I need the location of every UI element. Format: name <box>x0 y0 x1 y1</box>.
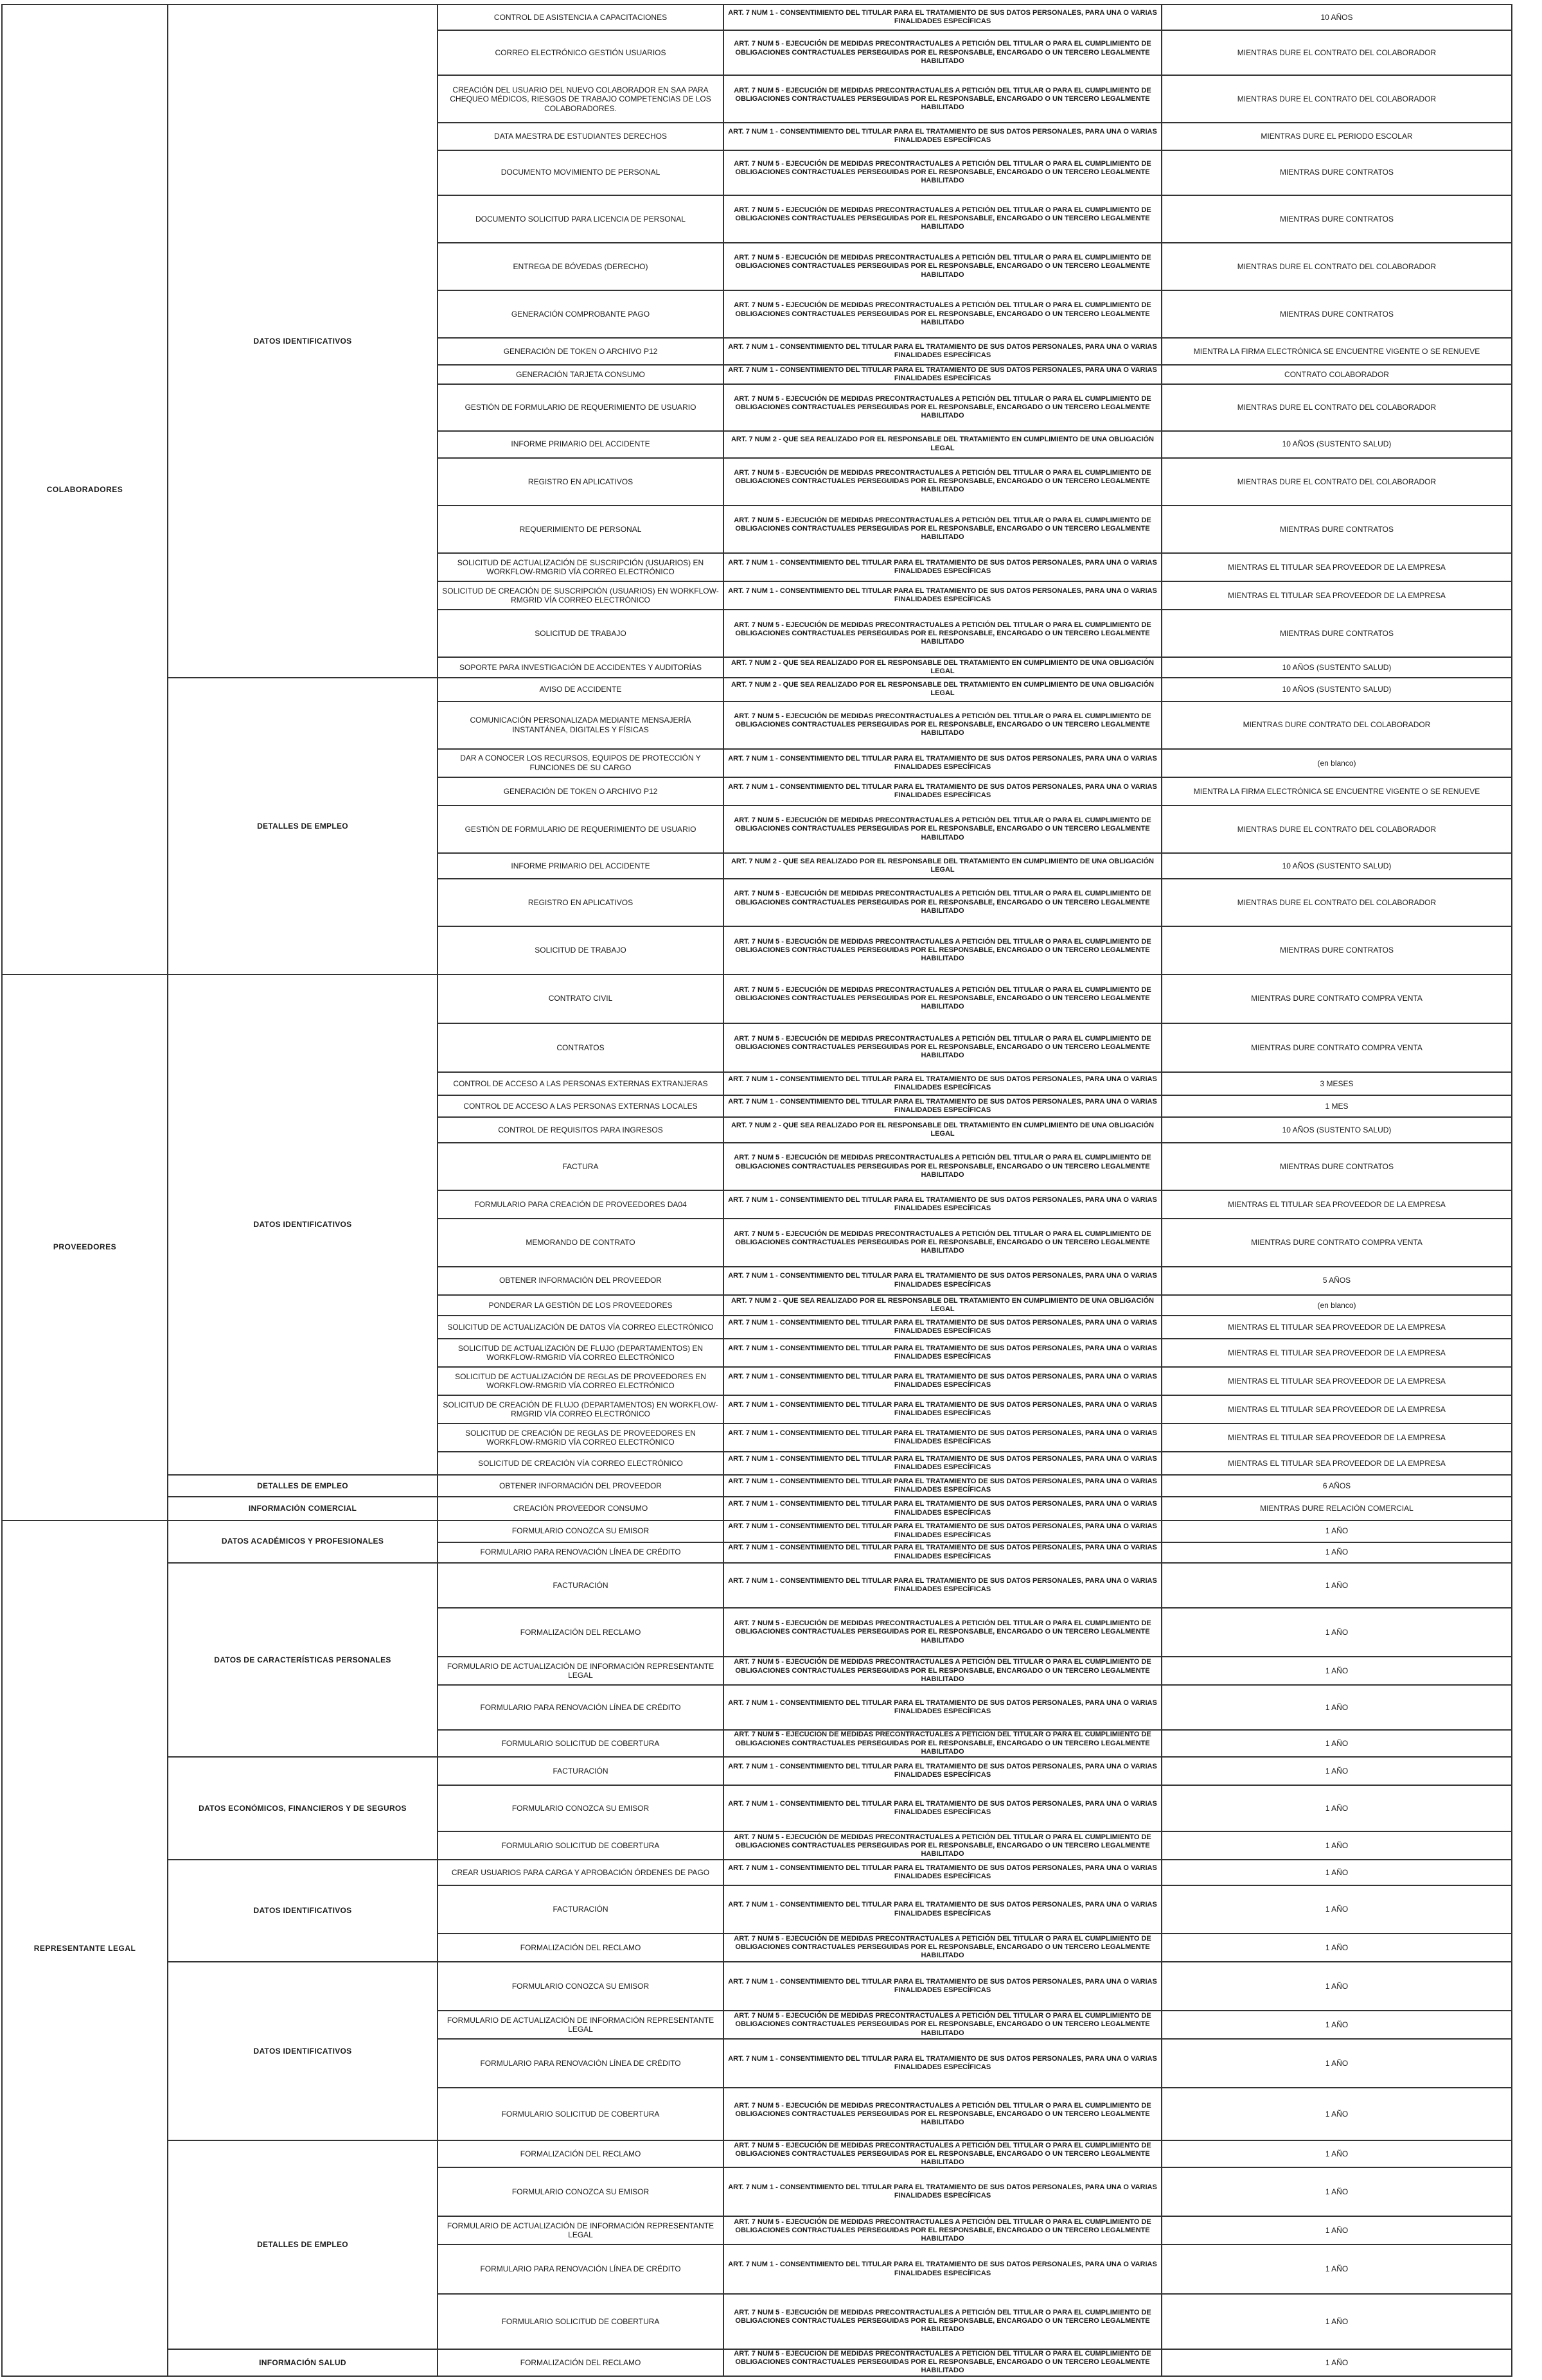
data-group-cell: DATOS IDENTIFICATIVOS <box>168 1860 438 1961</box>
table-row <box>2 678 1512 701</box>
legal-basis-cell: ART. 7 NUM 1 - CONSENTIMIENTO DEL TITULAR PARA EL TRATAMIENTO DE SUS DATOS PERSONALES, PARA UNA O VARIAS FINALIDADES ESPECÍFICAS <box>723 1757 1162 1785</box>
legal-basis-cell: ART. 7 NUM 1 - CONSENTIMIENTO DEL TITULAR PARA EL TRATAMIENTO DE SUS DATOS PERSONALES, PARA UNA O VARIAS FINALIDADES ESPECÍFICAS <box>723 1190 1162 1219</box>
retention-cell: MIENTRAS DURE EL CONTRATO DEL COLABORADOR <box>1162 75 1512 123</box>
document-cell: FORMULARIO DE ACTUALIZACIÓN DE INFORMACIÓN REPRESENTANTE LEGAL <box>438 2011 723 2039</box>
retention-cell: 10 AÑOS (SUSTENTO SALUD) <box>1162 657 1512 678</box>
document-cell: FORMULARIO SOLICITUD DE COBERTURA <box>438 1831 723 1860</box>
retention-cell: 1 AÑO <box>1162 2011 1512 2039</box>
retention-cell: CONTRATO COLABORADOR <box>1162 365 1512 384</box>
retention-cell: 10 AÑOS (SUSTENTO SALUD) <box>1162 1117 1512 1143</box>
document-cell: FORMULARIO PARA RENOVACIÓN LÍNEA DE CRÉDITO <box>438 1685 723 1730</box>
retention-cell: MIENTRAS DURE CONTRATOS <box>1162 290 1512 338</box>
legal-basis-cell: ART. 7 NUM 1 - CONSENTIMIENTO DEL TITULAR PARA EL TRATAMIENTO DE SUS DATOS PERSONALES, PARA UNA O VARIAS FINALIDADES ESPECÍFICAS <box>723 4 1162 30</box>
data-group-cell: DATOS IDENTIFICATIVOS <box>168 1962 438 2141</box>
retention-cell: 1 AÑO <box>1162 1757 1512 1785</box>
document-cell: INFORME PRIMARIO DEL ACCIDENTE <box>438 431 723 458</box>
document-cell: FORMULARIO CONOZCA SU EMISOR <box>438 1521 723 1542</box>
retention-cell: MIENTRAS EL TITULAR SEA PROVEEDOR DE LA EMPRESA <box>1162 1452 1512 1475</box>
document-cell: CREAR USUARIOS PARA CARGA Y APROBACIÓN ÓRDENES DE PAGO <box>438 1860 723 1885</box>
document-cell: FORMALIZACIÓN DEL RECLAMO <box>438 2349 723 2376</box>
legal-basis-cell: ART. 7 NUM 1 - CONSENTIMIENTO DEL TITULAR PARA EL TRATAMIENTO DE SUS DATOS PERSONALES, PARA UNA O VARIAS FINALIDADES ESPECÍFICAS <box>723 1267 1162 1295</box>
document-cell: SOLICITUD DE CREACIÓN DE REGLAS DE PROVEEDORES EN WORKFLOW-RMGRID VÍA CORREO ELECTRÓNICO <box>438 1424 723 1452</box>
data-group-cell: DATOS ACADÉMICOS Y PROFESIONALES <box>168 1521 438 1563</box>
retention-cell: 1 AÑO <box>1162 1785 1512 1831</box>
document-cell: FORMALIZACIÓN DEL RECLAMO <box>438 1608 723 1657</box>
legal-basis-cell: ART. 7 NUM 5 - EJECUCIÓN DE MEDIDAS PRECONTRACTUALES A PETICIÓN DEL TITULAR O PARA EL CUMPLIMIENTO DE OBLIGACIONES CONTRACTUALES PERSEGUIDAS POR EL RESPONSABLE, ENCARGADO O UN TERCERO LEGALMENTE HABILITADO <box>723 384 1162 430</box>
retention-cell: MIENTRAS DURE CONTRATOS <box>1162 195 1512 243</box>
document-cell: SOLICITUD DE ACTUALIZACIÓN DE REGLAS DE PROVEEDORES EN WORKFLOW-RMGRID VÍA CORREO ELECTRÓNICO <box>438 1367 723 1395</box>
document-cell: FORMULARIO CONOZCA SU EMISOR <box>438 2167 723 2216</box>
legal-basis-cell: ART. 7 NUM 1 - CONSENTIMIENTO DEL TITULAR PARA EL TRATAMIENTO DE SUS DATOS PERSONALES, PARA UNA O VARIAS FINALIDADES ESPECÍFICAS <box>723 1395 1162 1424</box>
legal-basis-cell: ART. 7 NUM 1 - CONSENTIMIENTO DEL TITULAR PARA EL TRATAMIENTO DE SUS DATOS PERSONALES, PARA UNA O VARIAS FINALIDADES ESPECÍFICAS <box>723 777 1162 806</box>
document-cell: FORMALIZACIÓN DEL RECLAMO <box>438 2140 723 2167</box>
table-row <box>2 1860 1512 1885</box>
table-body <box>2 4 1512 2376</box>
legal-basis-cell: ART. 7 NUM 5 - EJECUCIÓN DE MEDIDAS PRECONTRACTUALES A PETICIÓN DEL TITULAR O PARA EL CUMPLIMIENTO DE OBLIGACIONES CONTRACTUALES PERSEGUIDAS POR EL RESPONSABLE, ENCARGADO O UN TERCERO LEGALMENTE HABILITADO <box>723 1831 1162 1860</box>
retention-cell: 3 MESES <box>1162 1072 1512 1095</box>
legal-basis-cell: ART. 7 NUM 5 - EJECUCIÓN DE MEDIDAS PRECONTRACTUALES A PETICIÓN DEL TITULAR O PARA EL CUMPLIMIENTO DE OBLIGACIONES CONTRACTUALES PERSEGUIDAS POR EL RESPONSABLE, ENCARGADO O UN TERCERO LEGALMENTE HABILITADO <box>723 506 1162 553</box>
document-cell: FORMULARIO PARA RENOVACIÓN LÍNEA DE CRÉDITO <box>438 1542 723 1563</box>
retention-cell: MIENTRAS DURE CONTRATOS <box>1162 610 1512 657</box>
legal-basis-cell: ART. 7 NUM 5 - EJECUCIÓN DE MEDIDAS PRECONTRACTUALES A PETICIÓN DEL TITULAR O PARA EL CUMPLIMIENTO DE OBLIGACIONES CONTRACTUALES PERSEGUIDAS POR EL RESPONSABLE, ENCARGADO O UN TERCERO LEGALMENTE HABILITADO <box>723 2349 1162 2376</box>
document-cell: CONTRATOS <box>438 1023 723 1072</box>
table-row <box>2 1757 1512 1785</box>
retention-cell: 1 AÑO <box>1162 1860 1512 1885</box>
retention-cell: 1 AÑO <box>1162 2088 1512 2140</box>
table-row <box>2 1475 1512 1497</box>
document-cell: SOLICITUD DE CREACIÓN DE FLUJO (DEPARTAMENTOS) EN WORKFLOW-RMGRID VÍA CORREO ELECTRÓNICO <box>438 1395 723 1424</box>
table-row <box>2 1962 1512 2011</box>
legal-basis-cell: ART. 7 NUM 5 - EJECUCIÓN DE MEDIDAS PRECONTRACTUALES A PETICIÓN DEL TITULAR O PARA EL CUMPLIMIENTO DE OBLIGACIONES CONTRACTUALES PERSEGUIDAS POR EL RESPONSABLE, ENCARGADO O UN TERCERO LEGALMENTE HABILITADO <box>723 75 1162 123</box>
retention-cell: 1 AÑO <box>1162 1885 1512 1933</box>
document-cell: GENERACIÓN DE TOKEN O ARCHIVO P12 <box>438 777 723 806</box>
retention-cell: MIENTRAS DURE EL PERIODO ESCOLAR <box>1162 123 1512 150</box>
retention-cell: MIENTRAS EL TITULAR SEA PROVEEDOR DE LA EMPRESA <box>1162 1367 1512 1395</box>
legal-basis-cell: ART. 7 NUM 5 - EJECUCIÓN DE MEDIDAS PRECONTRACTUALES A PETICIÓN DEL TITULAR O PARA EL CUMPLIMIENTO DE OBLIGACIONES CONTRACTUALES PERSEGUIDAS POR EL RESPONSABLE, ENCARGADO O UN TERCERO LEGALMENTE HABILITADO <box>723 243 1162 290</box>
legal-basis-cell: ART. 7 NUM 1 - CONSENTIMIENTO DEL TITULAR PARA EL TRATAMIENTO DE SUS DATOS PERSONALES, PARA UNA O VARIAS FINALIDADES ESPECÍFICAS <box>723 1367 1162 1395</box>
document-cell: CORREO ELECTRÓNICO GESTIÓN USUARIOS <box>438 30 723 75</box>
document-cell: CONTROL DE ACCESO A LAS PERSONAS EXTERNAS EXTRANJERAS <box>438 1072 723 1095</box>
legal-basis-cell: ART. 7 NUM 1 - CONSENTIMIENTO DEL TITULAR PARA EL TRATAMIENTO DE SUS DATOS PERSONALES, PARA UNA O VARIAS FINALIDADES ESPECÍFICAS <box>723 1095 1162 1117</box>
category-representante-legal: REPRESENTANTE LEGAL <box>2 1521 168 2376</box>
document-cell: REQUERIMIENTO DE PERSONAL <box>438 506 723 553</box>
retention-cell: 1 AÑO <box>1162 2216 1512 2244</box>
legal-basis-cell: ART. 7 NUM 5 - EJECUCIÓN DE MEDIDAS PRECONTRACTUALES A PETICIÓN DEL TITULAR O PARA EL CUMPLIMIENTO DE OBLIGACIONES CONTRACTUALES PERSEGUIDAS POR EL RESPONSABLE, ENCARGADO O UN TERCERO LEGALMENTE HABILITADO <box>723 2216 1162 2244</box>
document-cell: FORMULARIO SOLICITUD DE COBERTURA <box>438 2294 723 2349</box>
data-group-cell: DETALLES DE EMPLEO <box>168 1475 438 1497</box>
document-cell: DOCUMENTO SOLICITUD PARA LICENCIA DE PERSONAL <box>438 195 723 243</box>
legal-basis-cell: ART. 7 NUM 5 - EJECUCIÓN DE MEDIDAS PRECONTRACTUALES A PETICIÓN DEL TITULAR O PARA EL CUMPLIMIENTO DE OBLIGACIONES CONTRACTUALES PERSEGUIDAS POR EL RESPONSABLE, ENCARGADO O UN TERCERO LEGALMENTE HABILITADO <box>723 806 1162 853</box>
document-cell: GESTIÓN DE FORMULARIO DE REQUERIMIENTO DE USUARIO <box>438 806 723 853</box>
retention-cell: 1 AÑO <box>1162 1730 1512 1757</box>
data-group-cell: DETALLES DE EMPLEO <box>168 2140 438 2349</box>
legal-basis-cell: ART. 7 NUM 5 - EJECUCIÓN DE MEDIDAS PRECONTRACTUALES A PETICIÓN DEL TITULAR O PARA EL CUMPLIMIENTO DE OBLIGACIONES CONTRACTUALES PERSEGUIDAS POR EL RESPONSABLE, ENCARGADO O UN TERCERO LEGALMENTE HABILITADO <box>723 30 1162 75</box>
table-row <box>2 1497 1512 1520</box>
legal-basis-cell: ART. 7 NUM 5 - EJECUCIÓN DE MEDIDAS PRECONTRACTUALES A PETICIÓN DEL TITULAR O PARA EL CUMPLIMIENTO DE OBLIGACIONES CONTRACTUALES PERSEGUIDAS POR EL RESPONSABLE, ENCARGADO O UN TERCERO LEGALMENTE HABILITADO <box>723 701 1162 749</box>
document-cell: REGISTRO EN APLICATIVOS <box>438 879 723 926</box>
legal-basis-cell: ART. 7 NUM 5 - EJECUCIÓN DE MEDIDAS PRECONTRACTUALES A PETICIÓN DEL TITULAR O PARA EL CUMPLIMIENTO DE OBLIGACIONES CONTRACTUALES PERSEGUIDAS POR EL RESPONSABLE, ENCARGADO O UN TERCERO LEGALMENTE HABILITADO <box>723 1143 1162 1190</box>
retention-cell: MIENTRAS DURE EL CONTRATO DEL COLABORADOR <box>1162 458 1512 506</box>
retention-cell: MIENTRAS EL TITULAR SEA PROVEEDOR DE LA EMPRESA <box>1162 1316 1512 1339</box>
legal-basis-cell: ART. 7 NUM 1 - CONSENTIMIENTO DEL TITULAR PARA EL TRATAMIENTO DE SUS DATOS PERSONALES, PARA UNA O VARIAS FINALIDADES ESPECÍFICAS <box>723 749 1162 777</box>
retention-cell: MIENTRAS DURE CONTRATO COMPRA VENTA <box>1162 974 1512 1023</box>
retention-cell: MIENTRA LA FIRMA ELECTRÓNICA SE ENCUENTRE VIGENTE O SE RENUEVE <box>1162 777 1512 806</box>
category-proveedores: PROVEEDORES <box>2 974 168 1521</box>
document-cell: GENERACIÓN DE TOKEN O ARCHIVO P12 <box>438 338 723 365</box>
legal-basis-cell: ART. 7 NUM 5 - EJECUCIÓN DE MEDIDAS PRECONTRACTUALES A PETICIÓN DEL TITULAR O PARA EL CUMPLIMIENTO DE OBLIGACIONES CONTRACTUALES PERSEGUIDAS POR EL RESPONSABLE, ENCARGADO O UN TERCERO LEGALMENTE HABILITADO <box>723 1608 1162 1657</box>
data-group-cell: DETALLES DE EMPLEO <box>168 678 438 974</box>
document-cell: CONTROL DE REQUISITOS PARA INGRESOS <box>438 1117 723 1143</box>
retention-cell: (en blanco) <box>1162 749 1512 777</box>
document-cell: FORMULARIO SOLICITUD DE COBERTURA <box>438 2088 723 2140</box>
legal-basis-cell: ART. 7 NUM 1 - CONSENTIMIENTO DEL TITULAR PARA EL TRATAMIENTO DE SUS DATOS PERSONALES, PARA UNA O VARIAS FINALIDADES ESPECÍFICAS <box>723 2039 1162 2088</box>
table-row <box>2 1563 1512 1608</box>
retention-cell: MIENTRAS DURE CONTRATO COMPRA VENTA <box>1162 1023 1512 1072</box>
retention-cell: 1 AÑO <box>1162 1608 1512 1657</box>
retention-cell: MIENTRAS DURE EL CONTRATO DEL COLABORADOR <box>1162 30 1512 75</box>
legal-basis-cell: ART. 7 NUM 1 - CONSENTIMIENTO DEL TITULAR PARA EL TRATAMIENTO DE SUS DATOS PERSONALES, PARA UNA O VARIAS FINALIDADES ESPECÍFICAS <box>723 365 1162 384</box>
document-cell: GENERACIÓN TARJETA CONSUMO <box>438 365 723 384</box>
retention-cell: 5 AÑOS <box>1162 1267 1512 1295</box>
legal-basis-cell: ART. 7 NUM 5 - EJECUCIÓN DE MEDIDAS PRECONTRACTUALES A PETICIÓN DEL TITULAR O PARA EL CUMPLIMIENTO DE OBLIGACIONES CONTRACTUALES PERSEGUIDAS POR EL RESPONSABLE, ENCARGADO O UN TERCERO LEGALMENTE HABILITADO <box>723 2140 1162 2167</box>
document-cell: SOLICITUD DE ACTUALIZACIÓN DE SUSCRIPCIÓN (USUARIOS) EN WORKFLOW-RMGRID VÍA CORREO ELECTRÓNICO <box>438 553 723 581</box>
data-group-cell: INFORMACIÓN SALUD <box>168 2349 438 2376</box>
document-cell: OBTENER INFORMACIÓN DEL PROVEEDOR <box>438 1267 723 1295</box>
legal-basis-cell: ART. 7 NUM 1 - CONSENTIMIENTO DEL TITULAR PARA EL TRATAMIENTO DE SUS DATOS PERSONALES, PARA UNA O VARIAS FINALIDADES ESPECÍFICAS <box>723 1563 1162 1608</box>
legal-basis-cell: ART. 7 NUM 5 - EJECUCIÓN DE MEDIDAS PRECONTRACTUALES A PETICIÓN DEL TITULAR O PARA EL CUMPLIMIENTO DE OBLIGACIONES CONTRACTUALES PERSEGUIDAS POR EL RESPONSABLE, ENCARGADO O UN TERCERO LEGALMENTE HABILITADO <box>723 926 1162 974</box>
retention-cell: 1 AÑO <box>1162 2140 1512 2167</box>
legal-basis-cell: ART. 7 NUM 5 - EJECUCIÓN DE MEDIDAS PRECONTRACTUALES A PETICIÓN DEL TITULAR O PARA EL CUMPLIMIENTO DE OBLIGACIONES CONTRACTUALES PERSEGUIDAS POR EL RESPONSABLE, ENCARGADO O UN TERCERO LEGALMENTE HABILITADO <box>723 1934 1162 1962</box>
legal-basis-cell: ART. 7 NUM 1 - CONSENTIMIENTO DEL TITULAR PARA EL TRATAMIENTO DE SUS DATOS PERSONALES, PARA UNA O VARIAS FINALIDADES ESPECÍFICAS <box>723 1785 1162 1831</box>
legal-basis-cell: ART. 7 NUM 5 - EJECUCIÓN DE MEDIDAS PRECONTRACTUALES A PETICIÓN DEL TITULAR O PARA EL CUMPLIMIENTO DE OBLIGACIONES CONTRACTUALES PERSEGUIDAS POR EL RESPONSABLE, ENCARGADO O UN TERCERO LEGALMENTE HABILITADO <box>723 458 1162 506</box>
data-inventory-table <box>1 4 1512 2377</box>
document-cell: FORMULARIO SOLICITUD DE COBERTURA <box>438 1730 723 1757</box>
legal-basis-cell: ART. 7 NUM 1 - CONSENTIMIENTO DEL TITULAR PARA EL TRATAMIENTO DE SUS DATOS PERSONALES, PARA UNA O VARIAS FINALIDADES ESPECÍFICAS <box>723 1452 1162 1475</box>
legal-basis-cell: ART. 7 NUM 1 - CONSENTIMIENTO DEL TITULAR PARA EL TRATAMIENTO DE SUS DATOS PERSONALES, PARA UNA O VARIAS FINALIDADES ESPECÍFICAS <box>723 2167 1162 2216</box>
legal-basis-cell: ART. 7 NUM 1 - CONSENTIMIENTO DEL TITULAR PARA EL TRATAMIENTO DE SUS DATOS PERSONALES, PARA UNA O VARIAS FINALIDADES ESPECÍFICAS <box>723 1542 1162 1563</box>
legal-basis-cell: ART. 7 NUM 1 - CONSENTIMIENTO DEL TITULAR PARA EL TRATAMIENTO DE SUS DATOS PERSONALES, PARA UNA O VARIAS FINALIDADES ESPECÍFICAS <box>723 581 1162 610</box>
retention-cell: MIENTRAS EL TITULAR SEA PROVEEDOR DE LA EMPRESA <box>1162 1190 1512 1219</box>
document-cell: PONDERAR LA GESTIÓN DE LOS PROVEEDORES <box>438 1295 723 1316</box>
table-row <box>2 2140 1512 2167</box>
legal-basis-cell: ART. 7 NUM 1 - CONSENTIMIENTO DEL TITULAR PARA EL TRATAMIENTO DE SUS DATOS PERSONALES, PARA UNA O VARIAS FINALIDADES ESPECÍFICAS <box>723 1685 1162 1730</box>
document-cell: SOLICITUD DE TRABAJO <box>438 926 723 974</box>
document-cell: MEMORANDO DE CONTRATO <box>438 1219 723 1266</box>
retention-cell: 1 AÑO <box>1162 2294 1512 2349</box>
legal-basis-cell: ART. 7 NUM 1 - CONSENTIMIENTO DEL TITULAR PARA EL TRATAMIENTO DE SUS DATOS PERSONALES, PARA UNA O VARIAS FINALIDADES ESPECÍFICAS <box>723 1962 1162 2011</box>
document-cell: OBTENER INFORMACIÓN DEL PROVEEDOR <box>438 1475 723 1497</box>
document-cell: SOLICITUD DE ACTUALIZACIÓN DE DATOS VÍA CORREO ELECTRÓNICO <box>438 1316 723 1339</box>
legal-basis-cell: ART. 7 NUM 1 - CONSENTIMIENTO DEL TITULAR PARA EL TRATAMIENTO DE SUS DATOS PERSONALES, PARA UNA O VARIAS FINALIDADES ESPECÍFICAS <box>723 338 1162 365</box>
legal-basis-cell: ART. 7 NUM 2 - QUE SEA REALIZADO POR EL RESPONSABLE DEL TRATAMIENTO EN CUMPLIMIENTO DE UNA OBLIGACIÓN LEGAL <box>723 1295 1162 1316</box>
retention-cell: MIENTRAS DURE CONTRATO DEL COLABORADOR <box>1162 701 1512 749</box>
legal-basis-cell: ART. 7 NUM 5 - EJECUCIÓN DE MEDIDAS PRECONTRACTUALES A PETICIÓN DEL TITULAR O PARA EL CUMPLIMIENTO DE OBLIGACIONES CONTRACTUALES PERSEGUIDAS POR EL RESPONSABLE, ENCARGADO O UN TERCERO LEGALMENTE HABILITADO <box>723 290 1162 338</box>
retention-cell: MIENTRAS DURE CONTRATOS <box>1162 506 1512 553</box>
document-cell: INFORME PRIMARIO DEL ACCIDENTE <box>438 853 723 879</box>
retention-cell: 1 AÑO <box>1162 2349 1512 2376</box>
legal-basis-cell: ART. 7 NUM 5 - EJECUCIÓN DE MEDIDAS PRECONTRACTUALES A PETICIÓN DEL TITULAR O PARA EL CUMPLIMIENTO DE OBLIGACIONES CONTRACTUALES PERSEGUIDAS POR EL RESPONSABLE, ENCARGADO O UN TERCERO LEGALMENTE HABILITADO <box>723 1657 1162 1685</box>
document-cell: CREACIÓN DEL USUARIO DEL NUEVO COLABORADOR EN SAA PARA CHEQUEO MÉDICOS, RIESGOS DE TRABAJO COMPETENCIAS DE LOS COLABORADORES. <box>438 75 723 123</box>
legal-basis-cell: ART. 7 NUM 1 - CONSENTIMIENTO DEL TITULAR PARA EL TRATAMIENTO DE SUS DATOS PERSONALES, PARA UNA O VARIAS FINALIDADES ESPECÍFICAS <box>723 123 1162 150</box>
legal-basis-cell: ART. 7 NUM 2 - QUE SEA REALIZADO POR EL RESPONSABLE DEL TRATAMIENTO EN CUMPLIMIENTO DE UNA OBLIGACIÓN LEGAL <box>723 657 1162 678</box>
document-cell: SOLICITUD DE CREACIÓN VÍA CORREO ELECTRÓNICO <box>438 1452 723 1475</box>
legal-basis-cell: ART. 7 NUM 1 - CONSENTIMIENTO DEL TITULAR PARA EL TRATAMIENTO DE SUS DATOS PERSONALES, PARA UNA O VARIAS FINALIDADES ESPECÍFICAS <box>723 1072 1162 1095</box>
legal-basis-cell: ART. 7 NUM 1 - CONSENTIMIENTO DEL TITULAR PARA EL TRATAMIENTO DE SUS DATOS PERSONALES, PARA UNA O VARIAS FINALIDADES ESPECÍFICAS <box>723 1339 1162 1367</box>
legal-basis-cell: ART. 7 NUM 2 - QUE SEA REALIZADO POR EL RESPONSABLE DEL TRATAMIENTO EN CUMPLIMIENTO DE UNA OBLIGACIÓN LEGAL <box>723 1117 1162 1143</box>
retention-cell: 1 AÑO <box>1162 1685 1512 1730</box>
legal-basis-cell: ART. 7 NUM 5 - EJECUCIÓN DE MEDIDAS PRECONTRACTUALES A PETICIÓN DEL TITULAR O PARA EL CUMPLIMIENTO DE OBLIGACIONES CONTRACTUALES PERSEGUIDAS POR EL RESPONSABLE, ENCARGADO O UN TERCERO LEGALMENTE HABILITADO <box>723 1219 1162 1266</box>
legal-basis-cell: ART. 7 NUM 5 - EJECUCIÓN DE MEDIDAS PRECONTRACTUALES A PETICIÓN DEL TITULAR O PARA EL CUMPLIMIENTO DE OBLIGACIONES CONTRACTUALES PERSEGUIDAS POR EL RESPONSABLE, ENCARGADO O UN TERCERO LEGALMENTE HABILITADO <box>723 2294 1162 2349</box>
document-cell: FORMULARIO DE ACTUALIZACIÓN DE INFORMACIÓN REPRESENTANTE LEGAL <box>438 1657 723 1685</box>
retention-cell: MIENTRAS DURE CONTRATO COMPRA VENTA <box>1162 1219 1512 1266</box>
retention-cell: MIENTRAS DURE EL CONTRATO DEL COLABORADOR <box>1162 384 1512 430</box>
document-cell: FACTURA <box>438 1143 723 1190</box>
legal-basis-cell: ART. 7 NUM 5 - EJECUCIÓN DE MEDIDAS PRECONTRACTUALES A PETICIÓN DEL TITULAR O PARA EL CUMPLIMIENTO DE OBLIGACIONES CONTRACTUALES PERSEGUIDAS POR EL RESPONSABLE, ENCARGADO O UN TERCERO LEGALMENTE HABILITADO <box>723 1023 1162 1072</box>
legal-basis-cell: ART. 7 NUM 5 - EJECUCIÓN DE MEDIDAS PRECONTRACTUALES A PETICIÓN DEL TITULAR O PARA EL CUMPLIMIENTO DE OBLIGACIONES CONTRACTUALES PERSEGUIDAS POR EL RESPONSABLE, ENCARGADO O UN TERCERO LEGALMENTE HABILITADO <box>723 2088 1162 2140</box>
document-cell: CONTROL DE ACCESO A LAS PERSONAS EXTERNAS LOCALES <box>438 1095 723 1117</box>
retention-cell: MIENTRAS DURE EL CONTRATO DEL COLABORADOR <box>1162 806 1512 853</box>
legal-basis-cell: ART. 7 NUM 1 - CONSENTIMIENTO DEL TITULAR PARA EL TRATAMIENTO DE SUS DATOS PERSONALES, PARA UNA O VARIAS FINALIDADES ESPECÍFICAS <box>723 1860 1162 1885</box>
document-cell: CREACIÓN PROVEEDOR CONSUMO <box>438 1497 723 1520</box>
document-cell: SOLICITUD DE ACTUALIZACIÓN DE FLUJO (DEPARTAMENTOS) EN WORKFLOW-RMGRID VÍA CORREO ELECTRÓNICO <box>438 1339 723 1367</box>
document-cell: FACTURACIÓN <box>438 1757 723 1785</box>
retention-cell: MIENTRAS DURE CONTRATOS <box>1162 1143 1512 1190</box>
category-colaboradores: COLABORADORES <box>2 4 168 974</box>
retention-cell: 1 AÑO <box>1162 2167 1512 2216</box>
legal-basis-cell: ART. 7 NUM 2 - QUE SEA REALIZADO POR EL RESPONSABLE DEL TRATAMIENTO EN CUMPLIMIENTO DE UNA OBLIGACIÓN LEGAL <box>723 853 1162 879</box>
retention-cell: 1 AÑO <box>1162 2244 1512 2293</box>
data-group-cell: DATOS ECONÓMICOS, FINANCIEROS Y DE SEGUROS <box>168 1757 438 1860</box>
table-row <box>2 974 1512 1023</box>
retention-cell: MIENTRAS EL TITULAR SEA PROVEEDOR DE LA EMPRESA <box>1162 1395 1512 1424</box>
document-cell: FORMALIZACIÓN DEL RECLAMO <box>438 1934 723 1962</box>
retention-cell: 10 AÑOS (SUSTENTO SALUD) <box>1162 431 1512 458</box>
data-group-cell: INFORMACIÓN COMERCIAL <box>168 1497 438 1520</box>
legal-basis-cell: ART. 7 NUM 5 - EJECUCIÓN DE MEDIDAS PRECONTRACTUALES A PETICIÓN DEL TITULAR O PARA EL CUMPLIMIENTO DE OBLIGACIONES CONTRACTUALES PERSEGUIDAS POR EL RESPONSABLE, ENCARGADO O UN TERCERO LEGALMENTE HABILITADO <box>723 2011 1162 2039</box>
retention-cell: 1 AÑO <box>1162 1831 1512 1860</box>
retention-cell: 10 AÑOS <box>1162 4 1512 30</box>
legal-basis-cell: ART. 7 NUM 5 - EJECUCIÓN DE MEDIDAS PRECONTRACTUALES A PETICIÓN DEL TITULAR O PARA EL CUMPLIMIENTO DE OBLIGACIONES CONTRACTUALES PERSEGUIDAS POR EL RESPONSABLE, ENCARGADO O UN TERCERO LEGALMENTE HABILITADO <box>723 150 1162 195</box>
table-row <box>2 1521 1512 1542</box>
retention-cell: 1 AÑO <box>1162 1521 1512 1542</box>
document-cell: FORMULARIO DE ACTUALIZACIÓN DE INFORMACIÓN REPRESENTANTE LEGAL <box>438 2216 723 2244</box>
retention-cell: MIENTRAS EL TITULAR SEA PROVEEDOR DE LA EMPRESA <box>1162 1339 1512 1367</box>
retention-cell: (en blanco) <box>1162 1295 1512 1316</box>
legal-basis-cell: ART. 7 NUM 5 - EJECUCIÓN DE MEDIDAS PRECONTRACTUALES A PETICIÓN DEL TITULAR O PARA EL CUMPLIMIENTO DE OBLIGACIONES CONTRACTUALES PERSEGUIDAS POR EL RESPONSABLE, ENCARGADO O UN TERCERO LEGALMENTE HABILITADO <box>723 974 1162 1023</box>
data-group-cell: DATOS IDENTIFICATIVOS <box>168 4 438 678</box>
retention-cell: MIENTRAS DURE CONTRATOS <box>1162 150 1512 195</box>
document-cell: AVISO DE ACCIDENTE <box>438 678 723 701</box>
legal-basis-cell: ART. 7 NUM 5 - EJECUCIÓN DE MEDIDAS PRECONTRACTUALES A PETICIÓN DEL TITULAR O PARA EL CUMPLIMIENTO DE OBLIGACIONES CONTRACTUALES PERSEGUIDAS POR EL RESPONSABLE, ENCARGADO O UN TERCERO LEGALMENTE HABILITADO <box>723 195 1162 243</box>
document-cell: DOCUMENTO MOVIMIENTO DE PERSONAL <box>438 150 723 195</box>
retention-cell: 10 AÑOS (SUSTENTO SALUD) <box>1162 678 1512 701</box>
document-cell: DAR A CONOCER LOS RECURSOS, EQUIPOS DE PROTECCIÓN Y FUNCIONES DE SU CARGO <box>438 749 723 777</box>
legal-basis-cell: ART. 7 NUM 2 - QUE SEA REALIZADO POR EL RESPONSABLE DEL TRATAMIENTO EN CUMPLIMIENTO DE UNA OBLIGACIÓN LEGAL <box>723 678 1162 701</box>
retention-cell: 1 MES <box>1162 1095 1512 1117</box>
legal-basis-cell: ART. 7 NUM 2 - QUE SEA REALIZADO POR EL RESPONSABLE DEL TRATAMIENTO EN CUMPLIMIENTO DE UNA OBLIGACIÓN LEGAL <box>723 431 1162 458</box>
retention-cell: MIENTRAS EL TITULAR SEA PROVEEDOR DE LA EMPRESA <box>1162 1424 1512 1452</box>
legal-basis-cell: ART. 7 NUM 5 - EJECUCIÓN DE MEDIDAS PRECONTRACTUALES A PETICIÓN DEL TITULAR O PARA EL CUMPLIMIENTO DE OBLIGACIONES CONTRACTUALES PERSEGUIDAS POR EL RESPONSABLE, ENCARGADO O UN TERCERO LEGALMENTE HABILITADO <box>723 610 1162 657</box>
retention-cell: 1 AÑO <box>1162 1542 1512 1563</box>
document-cell: GESTIÓN DE FORMULARIO DE REQUERIMIENTO DE USUARIO <box>438 384 723 430</box>
document-cell: FORMULARIO PARA RENOVACIÓN LÍNEA DE CRÉDITO <box>438 2039 723 2088</box>
legal-basis-cell: ART. 7 NUM 1 - CONSENTIMIENTO DEL TITULAR PARA EL TRATAMIENTO DE SUS DATOS PERSONALES, PARA UNA O VARIAS FINALIDADES ESPECÍFICAS <box>723 1475 1162 1497</box>
legal-basis-cell: ART. 7 NUM 1 - CONSENTIMIENTO DEL TITULAR PARA EL TRATAMIENTO DE SUS DATOS PERSONALES, PARA UNA O VARIAS FINALIDADES ESPECÍFICAS <box>723 1424 1162 1452</box>
retention-cell: 6 AÑOS <box>1162 1475 1512 1497</box>
legal-basis-cell: ART. 7 NUM 1 - CONSENTIMIENTO DEL TITULAR PARA EL TRATAMIENTO DE SUS DATOS PERSONALES, PARA UNA O VARIAS FINALIDADES ESPECÍFICAS <box>723 1316 1162 1339</box>
legal-basis-cell: ART. 7 NUM 5 - EJECUCIÓN DE MEDIDAS PRECONTRACTUALES A PETICIÓN DEL TITULAR O PARA EL CUMPLIMIENTO DE OBLIGACIONES CONTRACTUALES PERSEGUIDAS POR EL RESPONSABLE, ENCARGADO O UN TERCERO LEGALMENTE HABILITADO <box>723 879 1162 926</box>
retention-cell: MIENTRAS DURE RELACIÓN COMERCIAL <box>1162 1497 1512 1520</box>
retention-cell: 1 AÑO <box>1162 1657 1512 1685</box>
document-cell: DATA MAESTRA DE ESTUDIANTES DERECHOS <box>438 123 723 150</box>
document-cell: SOPORTE PARA INVESTIGACIÓN DE ACCIDENTES Y AUDITORÍAS <box>438 657 723 678</box>
table-row <box>2 4 1512 30</box>
table-row <box>2 2349 1512 2376</box>
retention-cell: 1 AÑO <box>1162 1563 1512 1608</box>
document-cell: FORMULARIO CONOZCA SU EMISOR <box>438 1785 723 1831</box>
retention-cell: MIENTRAS EL TITULAR SEA PROVEEDOR DE LA EMPRESA <box>1162 553 1512 581</box>
document-cell: CONTRATO CIVIL <box>438 974 723 1023</box>
document-cell: FACTURACIÓN <box>438 1563 723 1608</box>
legal-basis-cell: ART. 7 NUM 1 - CONSENTIMIENTO DEL TITULAR PARA EL TRATAMIENTO DE SUS DATOS PERSONALES, PARA UNA O VARIAS FINALIDADES ESPECÍFICAS <box>723 553 1162 581</box>
retention-cell: MIENTRAS DURE EL CONTRATO DEL COLABORADOR <box>1162 879 1512 926</box>
legal-basis-cell: ART. 7 NUM 1 - CONSENTIMIENTO DEL TITULAR PARA EL TRATAMIENTO DE SUS DATOS PERSONALES, PARA UNA O VARIAS FINALIDADES ESPECÍFICAS <box>723 1521 1162 1542</box>
retention-cell: MIENTRAS EL TITULAR SEA PROVEEDOR DE LA EMPRESA <box>1162 581 1512 610</box>
document-cell: COMUNICACIÓN PERSONALIZADA MEDIANTE MENSAJERÍA INSTANTÁNEA, DIGITALES Y FÍSICAS <box>438 701 723 749</box>
retention-cell: 10 AÑOS (SUSTENTO SALUD) <box>1162 853 1512 879</box>
legal-basis-cell: ART. 7 NUM 1 - CONSENTIMIENTO DEL TITULAR PARA EL TRATAMIENTO DE SUS DATOS PERSONALES, PARA UNA O VARIAS FINALIDADES ESPECÍFICAS <box>723 1885 1162 1933</box>
document-cell: CONTROL DE ASISTENCIA A CAPACITACIONES <box>438 4 723 30</box>
document-cell: GENERACIÓN COMPROBANTE PAGO <box>438 290 723 338</box>
retention-cell: MIENTRAS DURE CONTRATOS <box>1162 926 1512 974</box>
document-cell: ENTREGA DE BÓVEDAS (DERECHO) <box>438 243 723 290</box>
document-cell: FACTURACIÓN <box>438 1885 723 1933</box>
legal-basis-cell: ART. 7 NUM 5 - EJECUCIÓN DE MEDIDAS PRECONTRACTUALES A PETICIÓN DEL TITULAR O PARA EL CUMPLIMIENTO DE OBLIGACIONES CONTRACTUALES PERSEGUIDAS POR EL RESPONSABLE, ENCARGADO O UN TERCERO LEGALMENTE HABILITADO <box>723 1730 1162 1757</box>
document-cell: FORMULARIO CONOZCA SU EMISOR <box>438 1962 723 2011</box>
document-cell: FORMULARIO PARA RENOVACIÓN LÍNEA DE CRÉDITO <box>438 2244 723 2293</box>
document-cell: REGISTRO EN APLICATIVOS <box>438 458 723 506</box>
document-cell: SOLICITUD DE TRABAJO <box>438 610 723 657</box>
data-group-cell: DATOS IDENTIFICATIVOS <box>168 974 438 1476</box>
legal-basis-cell: ART. 7 NUM 1 - CONSENTIMIENTO DEL TITULAR PARA EL TRATAMIENTO DE SUS DATOS PERSONALES, PARA UNA O VARIAS FINALIDADES ESPECÍFICAS <box>723 2244 1162 2293</box>
retention-cell: 1 AÑO <box>1162 1934 1512 1962</box>
data-group-cell: DATOS DE CARACTERÍSTICAS PERSONALES <box>168 1563 438 1757</box>
retention-cell: 1 AÑO <box>1162 2039 1512 2088</box>
retention-cell: MIENTRAS DURE EL CONTRATO DEL COLABORADOR <box>1162 243 1512 290</box>
document-cell: SOLICITUD DE CREACIÓN DE SUSCRIPCIÓN (USUARIOS) EN WORKFLOW-RMGRID VÍA CORREO ELECTRÓNICO <box>438 581 723 610</box>
document-cell: FORMULARIO PARA CREACIÓN DE PROVEEDORES DA04 <box>438 1190 723 1219</box>
legal-basis-cell: ART. 7 NUM 1 - CONSENTIMIENTO DEL TITULAR PARA EL TRATAMIENTO DE SUS DATOS PERSONALES, PARA UNA O VARIAS FINALIDADES ESPECÍFICAS <box>723 1497 1162 1520</box>
retention-cell: MIENTRA LA FIRMA ELECTRÓNICA SE ENCUENTRE VIGENTE O SE RENUEVE <box>1162 338 1512 365</box>
retention-cell: 1 AÑO <box>1162 1962 1512 2011</box>
